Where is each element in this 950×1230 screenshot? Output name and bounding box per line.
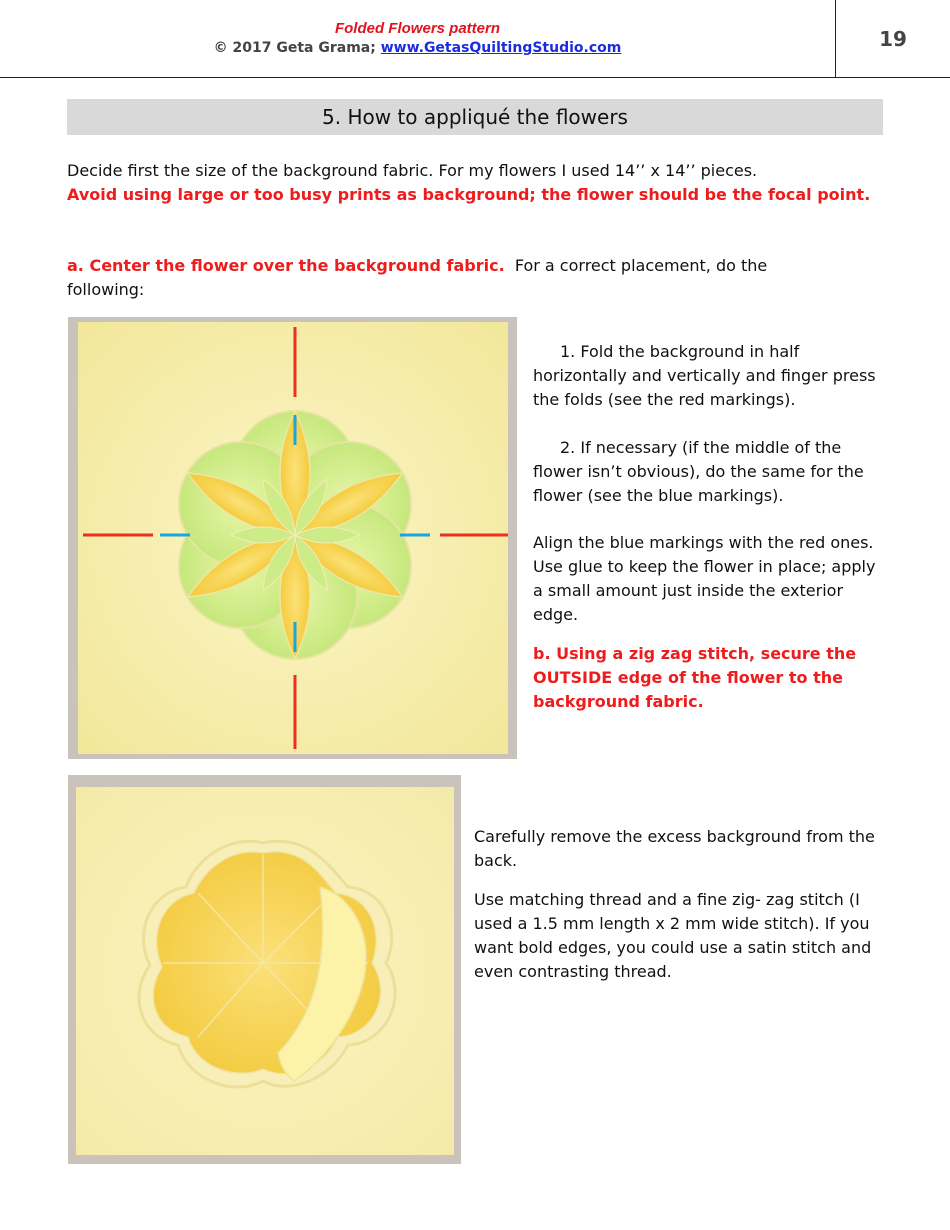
intro-text: Decide first the size of the background fabric. For my flowers I used 14’’ x 14’’ pieces. [67, 161, 758, 180]
centered-flower-photo [68, 317, 517, 759]
step-1-label: 1. Fold the background in half horizontally and vertically and finger press the folds (see the red markings). [533, 342, 876, 409]
back-view-photo [68, 775, 461, 1164]
step-2-label: 2. If necessary (if the middle of the flower isn’t obvious), do the same for the flower (see the blue markings). [533, 438, 864, 505]
header-center [0, 20, 835, 57]
thread-instructions-text: Use matching thread and a fine zig- zag stitch (I used a 1.5 mm length x 2 mm wide stitch). If you want bold edges, you could use a satin stitch and even contrasting thread. [474, 890, 872, 981]
align-text: Align the blue markings with the red ones. Use glue to keep the flower in place; apply a small amount just inside the exterior edge. [533, 533, 876, 624]
page-header [0, 0, 950, 78]
remove-excess-text: Carefully remove the excess background from the back. [474, 827, 875, 870]
website-link[interactable]: www.GetasQuiltingStudio.com [380, 40, 622, 56]
step-2-text [533, 436, 878, 508]
copyright-text: © 2017 Geta Grama; [213, 40, 381, 56]
page-number: 19 [879, 27, 907, 51]
centered-flower-image [68, 317, 517, 759]
step-1-text [533, 340, 878, 412]
pattern-title: Folded Flowers pattern [334, 20, 500, 37]
step-a-text: For a correct placement, do the following: [67, 256, 768, 299]
copyright-line [0, 39, 835, 57]
step-b-text: b. Using a zig zag stitch, secure the OUTSIDE edge of the flower to the background fabric. [533, 644, 857, 711]
step-a-paragraph [67, 254, 837, 302]
intro-warning: Avoid using large or too busy prints as background; the flower should be the focal point. [67, 185, 871, 204]
intro-paragraph [67, 159, 877, 207]
back-view-image [68, 775, 461, 1164]
step-a-title: a. Center the flower over the background fabric. [67, 256, 505, 275]
section-heading: 5. How to appliqué the flowers [67, 99, 883, 135]
